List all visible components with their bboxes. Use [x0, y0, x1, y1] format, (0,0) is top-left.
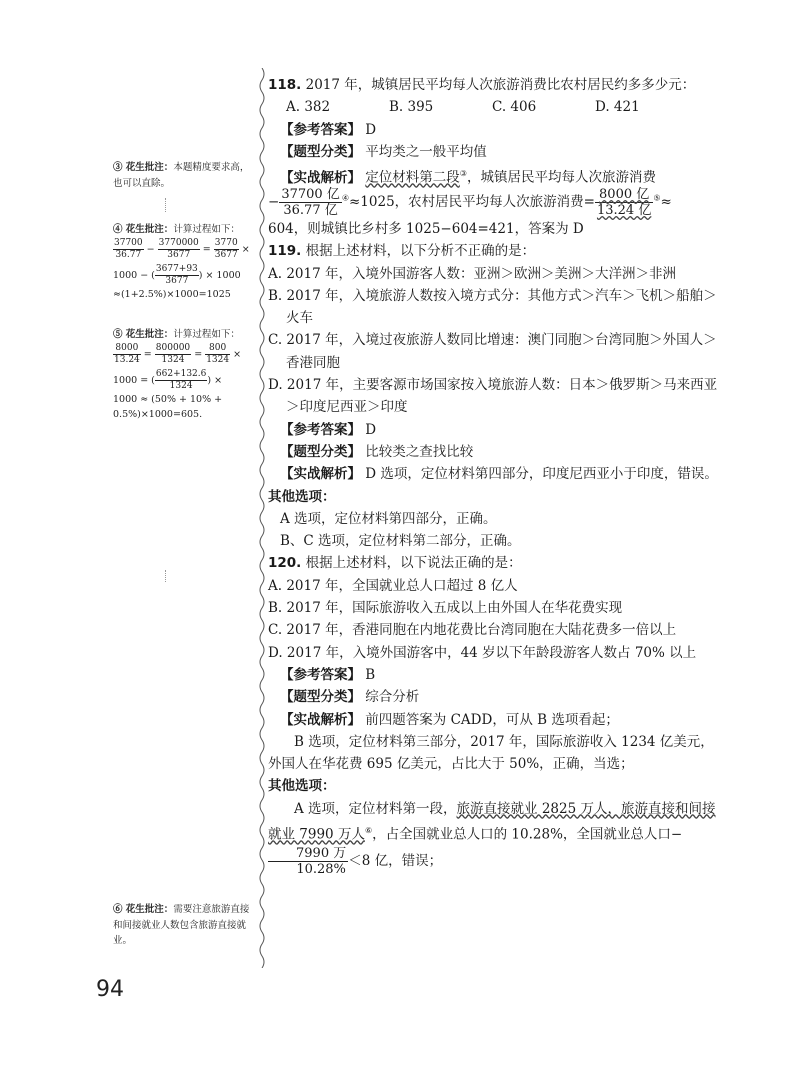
q119-option-a: A. 2017 年，入境外国游客人数：亚洲＞欧洲＞美洲＞大洋洲＞非洲	[268, 265, 676, 282]
q120-option-b: B. 2017 年，国际旅游收入五成以上由外国人在华花费实现	[268, 600, 623, 617]
question-118: 118. 2017 年，城镇居民平均每人次旅游消费比农村居民约多多少元：	[268, 77, 696, 93]
fraction: $\frac{662+132.6}{1324}$	[155, 368, 207, 391]
fraction: $\frac{\text{8000 亿}}{\text{13.24 亿}}$	[596, 186, 652, 218]
wavy-divider	[257, 68, 267, 968]
q120-option-c: C. 2017 年，香港同胞在内地花费比台湾同胞在大陆花费多一倍以上	[268, 622, 677, 639]
fraction: $\frac{3770}{3677}$	[214, 237, 238, 260]
fraction: $\frac{3677+93}{3677}$	[155, 263, 198, 286]
side-note-3: ③ 花生批注：本题精度要求高，也可以直除。	[113, 162, 250, 189]
side-dots	[165, 570, 167, 582]
fraction: $\frac{\text{37700 亿}}{\text{36.77 亿}}$	[281, 186, 340, 218]
fraction: $\frac{37700}{36.77}$	[114, 237, 143, 260]
page-number: 94	[96, 977, 124, 1002]
q120-option-a: A. 2017 年，全国就业总人口超过 8 亿人	[268, 577, 518, 594]
side-note-5: ⑤ 花生批注：计算过程如下： $\frac{8000}{13.24}$ = $\frac{800000}{1324}$ = $\frac{800}{1324}$ × 1000 = ( $\frac{662+132.6}{1324}$ ) × 1000 ≈ (50% + 10% + 0.5%)×1000=605.	[113, 329, 242, 420]
q119-analysis: 【实战解析】 D 选项，定位材料第四部分，印度尼西亚小于印度，错误。	[280, 466, 718, 483]
fraction: $\frac{8000}{13.24}$	[114, 342, 140, 365]
q119-option-c: C. 2017 年，入境过夜旅游人数同比增速：澳门同胞＞台湾同胞＞外国人＞香港同胞	[268, 332, 717, 371]
q120-analysis: 【实战解析】 前四题答案为 CADD，可从 B 选项看起；	[280, 711, 619, 728]
fraction: $\frac{3770000}{3677}$	[158, 237, 199, 260]
side-note-6: ⑥ 花生批注：需要注意旅游直接和间接就业人数包含旅游直接就业。	[113, 904, 250, 946]
q120-option-d: D. 2017 年，入境外国游客中，44 岁以下年龄段游客人数占 70% 以上	[268, 644, 697, 661]
question-119: 119. 根据上述材料，以下分析不正确的是：	[268, 243, 536, 260]
q119-option-d: D. 2017 年，主要客源市场国家按入境旅游人数：日本＞俄罗斯＞马来西亚＞印度尼西亚＞印度	[268, 377, 718, 416]
side-dots	[165, 198, 167, 212]
q118-analysis: 【实战解析】 定位材料第二段③，城镇居民平均每人次旅游消费	[280, 169, 656, 186]
q120-other-a: A 选项，定位材料第一段，旅游直接就业 2825 万人，旅游直接和间接就业 7990 万人⑥，占全国就业总人口的 10.28%，全国就业总人口− $\frac{\text{7990 万}}{10.28\%}$ ＜8 亿，错误；	[268, 800, 716, 877]
question-120: 120. 根据上述材料，以下说法正确的是：	[268, 555, 522, 572]
fraction: $\frac{800}{1324}$	[206, 342, 230, 365]
q119-option-b: B. 2017 年，入境旅游人数按入境方式分：其他方式＞汽车＞飞机＞船舶＞火车	[268, 287, 717, 327]
main-content: 118. 2017 年，城镇居民平均每人次旅游消费比农村居民约多多少元： A. 382 B. 395 C. 406 D. 421 【参考答案】 D 【题型分类】 平均类之一般平均值 【实战解析】 定位材料第二段③，城镇居民平均每人次旅游消费 − $\frac{\text{37700 亿}}{\text{36.77 亿}}$ ④≈1025，农村居民平均每人次旅游消费= $\frac{\text{8000 亿}}{\text{13.24 亿}}$ ⑤≈ 604，则城镇比乡村多 1025−604=421，答案为 D 119. 根据上述材料，以下分析不正确的是： A. 2017 年，入境外国游客人数：亚洲＞欧洲＞美洲＞大洋洲＞非洲 B. 2017 年，入境旅游人数按入境方式分：其他方式＞汽车＞飞机＞船舶＞火车 C. 2017 年，入境过夜旅游人数同比增速：澳门同胞＞台湾同胞＞外国人＞香港同胞 D. 2017 年，主要客源市场国家按入境旅游人数：日本＞俄罗斯＞马来西亚＞印度尼西亚＞印度 【参考答案】 D 【题型分类】 比较类之查找比较 【实战解析】 D 选项，定位材料第四部分，印度尼西亚小于印度，错误。 其他选项： A 选项，定位材料第四部分，正确。 B、C 选项，定位材料第二部分，正确。 120. 根据上述材料，以下说法正确的是： A. 2017 年，全国就业总人口超过 8 亿人 B. 2017 年，国际旅游收入五成以上由外国人在华花费实现 C. 2017 年，香港同胞在内地花费比台湾同胞在大陆花费多一倍以上 D. 2017 年，入境外国游客中，44 岁以下年龄段游客人数占 70% 以上 【参考答案】 B 【题型分类】 综合分析 【实战解析】 前四题答案为 CADD，可从 B 选项看起； B 选项，定位材料第三部分，2017 年，国际旅游收入 1234 亿美元，外国人在华花费 695 亿美元，占比大于 50%，正确，当选； 其他选项： A 选项，定位材料第一段，旅游直接就业 2825 万人，旅游直接和间接就业 7990 万人⑥，占全国就业总人口的 10.28%，全国就业总人口− $\frac{\text{7990 万}}{10.28\%}$ ＜8 亿，错误；	[268, 74, 720, 877]
fraction: $\frac{800000}{1324}$	[155, 342, 191, 365]
side-note-4: ④ 花生批注：计算过程如下： $\frac{37700}{36.77}$ − $\frac{3770000}{3677}$ = $\frac{3770}{3677}$ × 1000 − ( $\frac{3677+93}{3677}$ ) × 1000 ≈(1+2.5%)×1000=1025	[113, 224, 250, 300]
fraction: $\frac{\text{7990 万}}{10.28\%}$	[268, 846, 348, 877]
q118-options: A. 382 B. 395 C. 406 D. 421	[286, 99, 640, 116]
